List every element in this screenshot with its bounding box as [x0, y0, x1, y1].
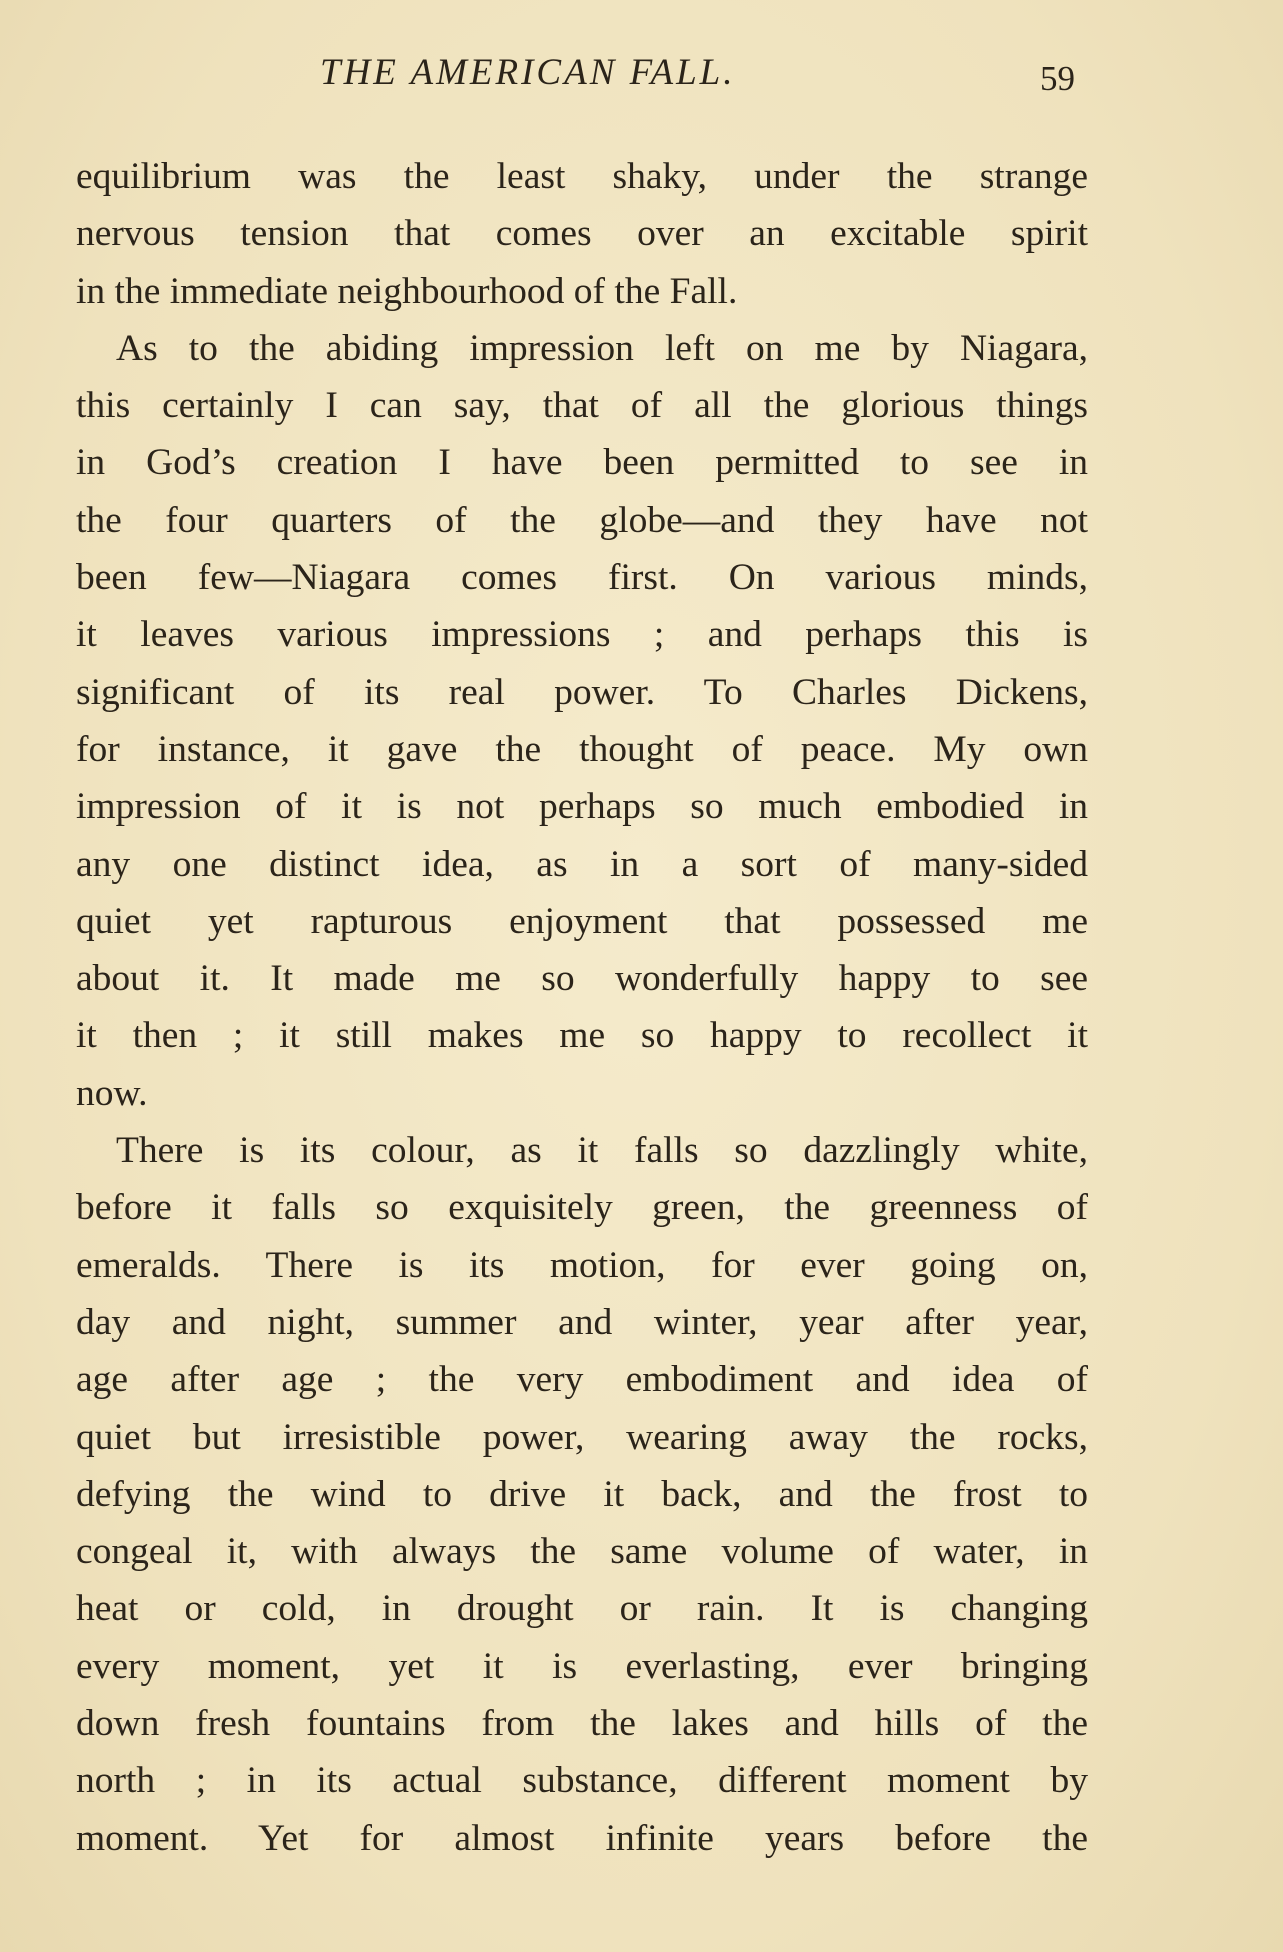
text-line: There is its colour, as it falls so dazzlingly white, — [116, 1130, 1088, 1172]
page-number: 59 — [1040, 59, 1075, 98]
text-line: age after age ; the very embodiment and idea of — [76, 1359, 1088, 1401]
text-line: down fresh fountains from the lakes and hills of the — [76, 1703, 1088, 1745]
text-line: impression of it is not perhaps so much embodied in — [76, 786, 1088, 828]
text-line: As to the abiding impression left on me by Niagara, — [116, 327, 1088, 369]
text-line: it then ; it still makes me so happy to recollect it — [76, 1015, 1088, 1057]
text-line: been few—Niagara comes first. On various minds, — [76, 557, 1088, 599]
text-line: defying the wind to drive it back, and the frost to — [76, 1473, 1088, 1515]
text-line: emeralds. There is its motion, for ever going on, — [76, 1244, 1088, 1286]
text-line: equilibrium was the least shaky, under the strange — [76, 156, 1088, 197]
text-line: in the immediate neighbourhood of the Fall. — [76, 270, 738, 312]
text-line: heat or cold, in drought or rain. It is changing — [76, 1588, 1088, 1630]
text-line: moment. Yet for almost infinite years before the — [76, 1817, 1088, 1859]
text-line: every moment, yet it is everlasting, ever bringing — [76, 1645, 1088, 1687]
text-line: before it falls so exquisitely green, the greenness of — [76, 1187, 1088, 1229]
text-line: the four quarters of the globe—and they have not — [76, 499, 1088, 541]
text-line: day and night, summer and winter, year after year, — [76, 1301, 1088, 1343]
text-line: quiet yet rapturous enjoyment that possessed me — [76, 900, 1088, 942]
text-line: about it. It made me so wonderfully happy to see — [76, 958, 1088, 1000]
running-title: THE AMERICAN FALL. — [320, 52, 736, 93]
text-line: north ; in its actual substance, different moment by — [76, 1760, 1088, 1802]
text-line: congeal it, with always the same volume of water, in — [76, 1531, 1088, 1573]
body-text — [76, 148, 1088, 1867]
page-header — [0, 48, 1283, 98]
text-line: for instance, it gave the thought of peace. My own — [76, 728, 1088, 770]
text-line: any one distinct idea, as in a sort of many-sided — [76, 843, 1088, 885]
text-line: this certainly I can say, that of all the glorious things — [76, 385, 1088, 427]
text-line: significant of its real power. To Charles Dickens, — [76, 671, 1088, 713]
text-line: in God’s creation I have been permitted to see in — [76, 442, 1088, 484]
text-line: it leaves various impressions ; and perhaps this is — [76, 614, 1088, 656]
text-line: now. — [76, 1072, 148, 1114]
text-line: quiet but irresistible power, wearing away the rocks, — [76, 1416, 1088, 1458]
text-line: nervous tension that comes over an excitable spirit — [76, 213, 1088, 255]
